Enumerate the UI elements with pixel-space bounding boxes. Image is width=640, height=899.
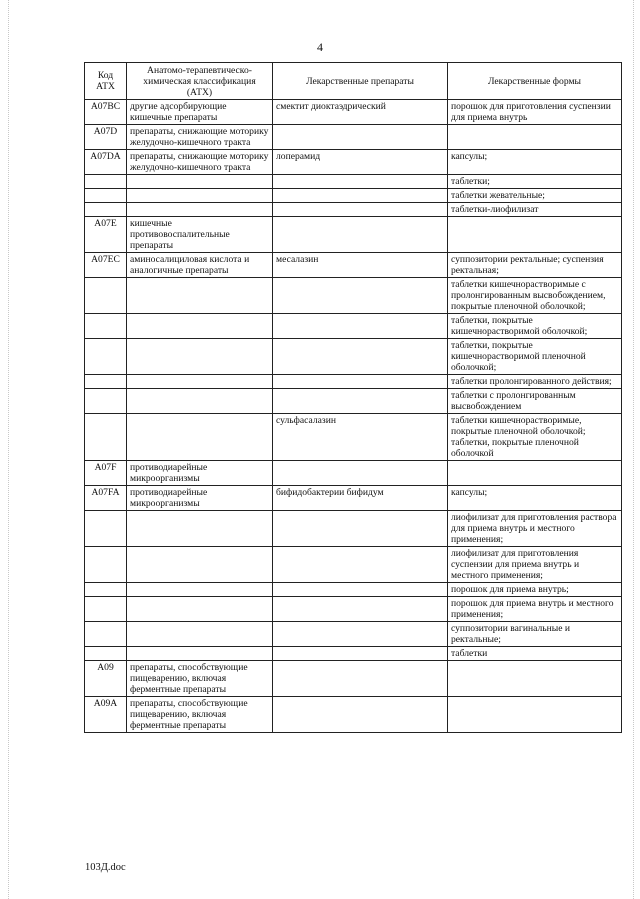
classification-cell (127, 511, 273, 547)
table-row (85, 389, 622, 414)
dosage-form-cell: таблетки (448, 647, 622, 661)
dosage-form-cell: порошок для приема внутрь; (448, 583, 622, 597)
dosage-form-cell: таблетки с пролонгированным высвобождением (448, 389, 622, 414)
classification-cell (127, 278, 273, 314)
atc-code-cell (85, 647, 127, 661)
classification-cell: препараты, снижающие моторику желудочно-кишечного тракта (127, 150, 273, 175)
dosage-form-cell: лиофилизат для приготовления суспензии для приема внутрь и местного применения; (448, 547, 622, 583)
atc-table (84, 62, 622, 733)
dosage-form-cell: капсулы; (448, 150, 622, 175)
drug-cell (273, 547, 448, 583)
header-forms: Лекарственные формы (448, 63, 622, 100)
classification-cell (127, 547, 273, 583)
classification-cell (127, 203, 273, 217)
table-row (85, 278, 622, 314)
atc-code-cell: A07D (85, 125, 127, 150)
classification-cell (127, 389, 273, 414)
classification-cell (127, 647, 273, 661)
dosage-form-cell: порошок для приема внутрь и местного применения; (448, 597, 622, 622)
table-row (85, 597, 622, 622)
classification-cell (127, 189, 273, 203)
drug-cell (273, 622, 448, 647)
drug-cell (273, 697, 448, 733)
drug-cell: смектит диоктаэдрический (273, 100, 448, 125)
classification-cell (127, 622, 273, 647)
dosage-form-cell: суппозитории ректальные; суспензия ректальная; (448, 253, 622, 278)
atc-code-cell (85, 583, 127, 597)
atc-code-cell: A07DA (85, 150, 127, 175)
dosage-form-cell (448, 125, 622, 150)
drug-cell (273, 314, 448, 339)
dosage-form-cell: таблетки; (448, 175, 622, 189)
dosage-form-cell: таблетки кишечнорастворимые, покрытые пленочной оболочкой; таблетки, покрытые пленочной оболочкой (448, 414, 622, 461)
atc-code-cell (85, 375, 127, 389)
table-row (85, 622, 622, 647)
classification-cell (127, 597, 273, 622)
table-row (85, 583, 622, 597)
classification-cell (127, 414, 273, 461)
classification-cell: препараты, снижающие моторику желудочно-кишечного тракта (127, 125, 273, 150)
table-row (85, 189, 622, 203)
drug-cell (273, 597, 448, 622)
dosage-form-cell (448, 697, 622, 733)
classification-cell: аминосалициловая кислота и аналогичные препараты (127, 253, 273, 278)
drug-cell (273, 375, 448, 389)
dosage-form-cell: таблетки кишечнорастворимые с пролонгированным высвобождением, покрытые пленочной оболочкой; (448, 278, 622, 314)
dosage-form-cell: порошок для приготовления суспензии для приема внутрь (448, 100, 622, 125)
atc-code-cell (85, 511, 127, 547)
dosage-form-cell: капсулы; (448, 486, 622, 511)
drug-cell (273, 647, 448, 661)
classification-cell: препараты, способствующие пищеварению, включая ферментные препараты (127, 697, 273, 733)
classification-cell: препараты, способствующие пищеварению, включая ферментные препараты (127, 661, 273, 697)
table-row (85, 375, 622, 389)
drug-cell (273, 217, 448, 253)
table-row (85, 150, 622, 175)
atc-code-cell (85, 547, 127, 583)
atc-code-cell: A07F (85, 461, 127, 486)
drug-cell: лоперамид (273, 150, 448, 175)
classification-cell (127, 375, 273, 389)
atc-code-cell: A09 (85, 661, 127, 697)
atc-code-cell (85, 597, 127, 622)
header-classification: Анатомо-терапевтическо-химическая классификация (АТХ) (127, 63, 273, 100)
drug-cell (273, 125, 448, 150)
atc-code-cell (85, 278, 127, 314)
classification-cell: другие адсорбирующие кишечные препараты (127, 100, 273, 125)
drug-cell: бифидобактерии бифидум (273, 486, 448, 511)
drug-cell (273, 461, 448, 486)
right-scan-edge (633, 0, 634, 899)
classification-cell (127, 314, 273, 339)
table-row (85, 100, 622, 125)
table-body (85, 100, 622, 733)
header-drugs: Лекарственные препараты (273, 63, 448, 100)
dosage-form-cell (448, 461, 622, 486)
atc-code-cell (85, 622, 127, 647)
classification-cell (127, 339, 273, 375)
classification-cell: противодиарейные микроорганизмы (127, 461, 273, 486)
table-row (85, 339, 622, 375)
dosage-form-cell: таблетки, покрытые кишечнорастворимой оболочкой; (448, 314, 622, 339)
drug-cell (273, 661, 448, 697)
table-row (85, 486, 622, 511)
drug-cell (273, 278, 448, 314)
drug-cell (273, 175, 448, 189)
drug-cell (273, 189, 448, 203)
table-row (85, 125, 622, 150)
table-row (85, 461, 622, 486)
drug-cell (273, 203, 448, 217)
drug-cell (273, 511, 448, 547)
drug-cell (273, 339, 448, 375)
table-header-row (85, 63, 622, 100)
atc-code-cell (85, 175, 127, 189)
atc-code-cell (85, 339, 127, 375)
drug-cell: сульфасалазин (273, 414, 448, 461)
classification-cell: противодиарейные микроорганизмы (127, 486, 273, 511)
table-row (85, 661, 622, 697)
header-code: Код АТХ (85, 63, 127, 100)
dosage-form-cell: лиофилизат для приготовления раствора для приема внутрь и местного применения; (448, 511, 622, 547)
table-row (85, 175, 622, 189)
drug-cell (273, 583, 448, 597)
table-row (85, 647, 622, 661)
atc-code-cell (85, 314, 127, 339)
left-scan-edge (8, 0, 9, 899)
atc-code-cell (85, 389, 127, 414)
dosage-form-cell: таблетки пролонгированного действия; (448, 375, 622, 389)
table-row (85, 547, 622, 583)
drug-cell: месалазин (273, 253, 448, 278)
dosage-form-cell (448, 217, 622, 253)
atc-code-cell: A07FA (85, 486, 127, 511)
dosage-form-cell: суппозитории вагинальные и ректальные; (448, 622, 622, 647)
drug-cell (273, 389, 448, 414)
table-row (85, 697, 622, 733)
table-row (85, 314, 622, 339)
atc-code-cell: A07EC (85, 253, 127, 278)
table-row (85, 414, 622, 461)
atc-code-cell (85, 189, 127, 203)
dosage-form-cell: таблетки, покрытые кишечнорастворимой пленочной оболочкой; (448, 339, 622, 375)
classification-cell: кишечные противовоспалительные препараты (127, 217, 273, 253)
atc-code-cell: A07E (85, 217, 127, 253)
page-number: 4 (317, 40, 323, 54)
atc-code-cell (85, 203, 127, 217)
table-row (85, 253, 622, 278)
classification-cell (127, 583, 273, 597)
atc-code-cell: A09A (85, 697, 127, 733)
table-row (85, 217, 622, 253)
atc-code-cell (85, 414, 127, 461)
atc-code-cell: A07BC (85, 100, 127, 125)
dosage-form-cell: таблетки жевательные; (448, 189, 622, 203)
classification-cell (127, 175, 273, 189)
table-row (85, 511, 622, 547)
dosage-form-cell: таблетки-лиофилизат (448, 203, 622, 217)
table-row (85, 203, 622, 217)
footer-filename: 103Д.doc (85, 862, 126, 873)
dosage-form-cell (448, 661, 622, 697)
